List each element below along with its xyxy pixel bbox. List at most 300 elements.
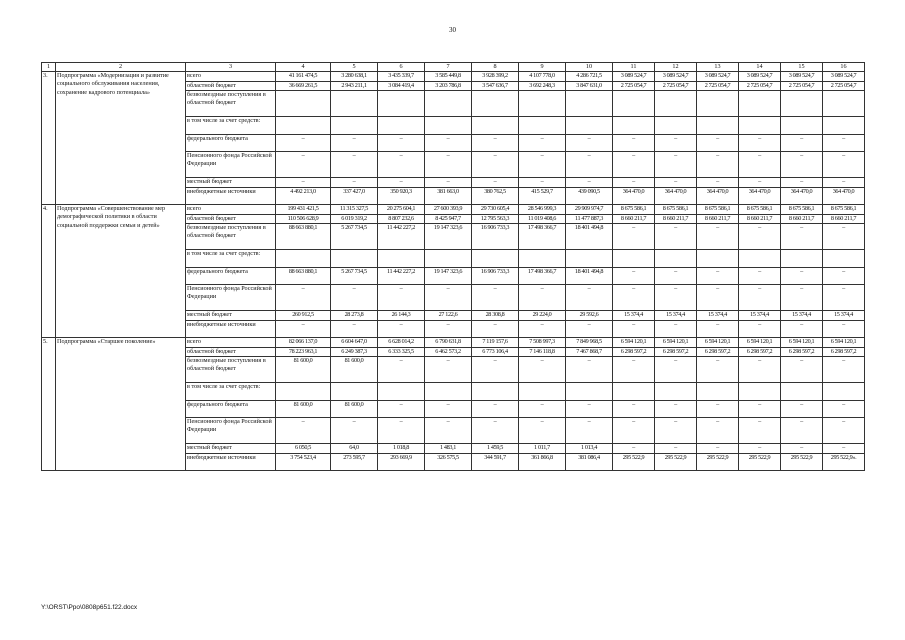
amount-cell: 364 470,0 [613,187,655,205]
amount-cell: – [697,267,739,285]
amount-cell: 6 594 120,1 [655,338,697,348]
amount-cell: – [697,134,739,152]
amount-cell: – [276,134,331,152]
amount-cell: – [613,320,655,338]
amount-cell [697,250,739,268]
amount-cell: – [472,178,519,188]
amount-cell: – [739,178,781,188]
amount-cell [566,383,613,401]
amount-cell: 3 435 339,7 [378,72,425,82]
amount-cell [781,117,823,135]
amount-cell: – [613,224,655,250]
amount-cell: – [519,285,566,311]
amount-cell: 15 374,4 [739,311,781,321]
amount-cell: 7 849 968,5 [566,338,613,348]
column-header: 15 [781,63,823,72]
amount-cell: 295 522,9». [823,453,865,471]
amount-cell [613,117,655,135]
amount-cell: 11 442 227,2 [378,267,425,285]
amount-cell: – [276,152,331,178]
amount-cell: 380 762,5 [472,187,519,205]
amount-cell: – [781,178,823,188]
amount-cell: 8 660 211,7 [697,214,739,224]
amount-cell: 4 107 778,0 [519,72,566,82]
amount-cell: 3 084 419,4 [378,81,425,91]
amount-cell: 3 089 524,7 [655,72,697,82]
amount-cell: – [739,444,781,454]
program-name: Подпрограмма «Совершенствование мер демографической политики в области социальной поддержки семьи и детей» [56,205,186,338]
column-header: 8 [472,63,519,72]
amount-cell: 28 546 999,3 [519,205,566,215]
amount-cell [472,250,519,268]
amount-cell: – [472,357,519,383]
amount-cell: 364 470,0 [781,187,823,205]
amount-cell: 3 089 524,7 [823,72,865,82]
amount-cell: – [781,285,823,311]
amount-cell: – [425,320,472,338]
amount-cell: 6 298 597,2 [697,347,739,357]
amount-cell: – [655,285,697,311]
amount-cell: 8 807 232,6 [378,214,425,224]
amount-cell: 1 018,8 [378,444,425,454]
amount-cell: – [566,400,613,418]
amount-cell: 3 089 524,7 [613,72,655,82]
program-index: 4. [42,205,56,338]
amount-cell: – [823,320,865,338]
program-index: 3. [42,72,56,205]
funding-source: безвозмездные поступления в областной бюджет [186,224,276,250]
amount-cell [566,91,613,117]
amount-cell: 11 477 887,3 [566,214,613,224]
amount-cell: – [472,418,519,444]
amount-cell: 8 660 211,7 [655,214,697,224]
amount-cell [655,250,697,268]
amount-cell: 110 506 628,9 [276,214,331,224]
amount-cell: – [781,444,823,454]
amount-cell: – [697,418,739,444]
amount-cell: 6 050,5 [276,444,331,454]
amount-cell: – [425,418,472,444]
amount-cell: 6 594 120,1 [697,338,739,348]
amount-cell: 295 522,9 [697,453,739,471]
funding-source: безвозмездные поступления в областной бюджет [186,357,276,383]
amount-cell [655,91,697,117]
funding-source: федерального бюджета [186,400,276,418]
amount-cell: 36 669 261,5 [276,81,331,91]
amount-cell: – [331,418,378,444]
amount-cell: – [566,357,613,383]
budget-table [41,62,865,471]
amount-cell: 29 592,6 [566,311,613,321]
funding-source: областной бюджет [186,347,276,357]
amount-cell: 64,0 [331,444,378,454]
amount-cell: 199 431 421,5 [276,205,331,215]
amount-cell: 381 663,0 [425,187,472,205]
amount-cell: 11 315 327,5 [331,205,378,215]
amount-cell: 11 442 227,2 [378,224,425,250]
amount-cell: 3 089 524,7 [739,72,781,82]
amount-cell: 8 660 211,7 [613,214,655,224]
amount-cell: – [655,320,697,338]
column-header: 16 [823,63,865,72]
amount-cell: – [613,400,655,418]
amount-cell: – [781,224,823,250]
amount-cell: 364 470,0 [739,187,781,205]
amount-cell: – [378,400,425,418]
funding-source: местный бюджет [186,444,276,454]
amount-cell: – [519,134,566,152]
amount-cell: 2 725 054,7 [823,81,865,91]
amount-cell: 3 280 638,1 [331,72,378,82]
amount-cell: 260 912,5 [276,311,331,321]
amount-cell: – [823,267,865,285]
amount-cell [823,383,865,401]
amount-cell: 81 600,0 [331,357,378,383]
amount-cell: – [472,320,519,338]
amount-cell: 273 595,7 [331,453,378,471]
funding-source: в том числе за счет средств: [186,383,276,401]
table-row [42,338,865,348]
amount-cell: 1 011,7 [519,444,566,454]
amount-cell: 6 594 120,1 [739,338,781,348]
amount-cell: 8 660 211,7 [781,214,823,224]
amount-cell [655,383,697,401]
amount-cell [613,383,655,401]
funding-source: в том числе за счет средств: [186,250,276,268]
amount-cell: – [519,178,566,188]
amount-cell [425,250,472,268]
column-header: 9 [519,63,566,72]
amount-cell: – [331,178,378,188]
amount-cell: 3 692 248,3 [519,81,566,91]
amount-cell: 1 013,4 [566,444,613,454]
amount-cell: 5 267 734,5 [331,267,378,285]
amount-cell: – [566,320,613,338]
amount-cell: – [378,285,425,311]
amount-cell [655,117,697,135]
amount-cell: 361 866,8 [519,453,566,471]
amount-cell: 6 594 120,1 [823,338,865,348]
amount-cell [472,117,519,135]
amount-cell: – [378,320,425,338]
amount-cell: 18 401 494,8 [566,224,613,250]
amount-cell [425,383,472,401]
amount-cell: – [697,178,739,188]
amount-cell: 8 675 586,1 [655,205,697,215]
funding-source: внебюджетные источники [186,453,276,471]
amount-cell: – [566,152,613,178]
amount-cell: – [331,320,378,338]
funding-source: областной бюджет [186,214,276,224]
amount-cell: 3 585 449,8 [425,72,472,82]
amount-cell: – [519,152,566,178]
amount-cell: – [739,418,781,444]
amount-cell: 6 298 597,2 [823,347,865,357]
amount-cell: – [566,285,613,311]
funding-source: Пенсионного фонда Российской Федерации [186,152,276,178]
amount-cell: – [697,152,739,178]
amount-cell: – [425,134,472,152]
amount-cell [276,383,331,401]
amount-cell: – [655,178,697,188]
amount-cell: 19 147 323,6 [425,224,472,250]
amount-cell: 415 529,7 [519,187,566,205]
amount-cell: 17 498 366,7 [519,267,566,285]
column-header: 6 [378,63,425,72]
amount-cell: – [425,152,472,178]
amount-cell: 29 224,0 [519,311,566,321]
amount-cell [823,117,865,135]
amount-cell [781,383,823,401]
amount-cell [378,383,425,401]
amount-cell: 7 119 157,6 [472,338,519,348]
funding-source: внебюджетные источники [186,187,276,205]
amount-cell: – [331,134,378,152]
amount-cell: – [697,357,739,383]
amount-cell: 4 286 721,5 [566,72,613,82]
funding-source: федерального бюджета [186,267,276,285]
amount-cell: 3 203 786,8 [425,81,472,91]
amount-cell: 6 773 106,4 [472,347,519,357]
amount-cell: 337 427,0 [331,187,378,205]
amount-cell: 2 725 054,7 [697,81,739,91]
amount-cell: 7 508 997,3 [519,338,566,348]
amount-cell: 295 522,9 [655,453,697,471]
amount-cell: 8 660 211,7 [823,214,865,224]
amount-cell: 295 522,9 [739,453,781,471]
amount-cell: 29 730 605,4 [472,205,519,215]
amount-cell: – [697,285,739,311]
amount-cell: – [739,400,781,418]
amount-cell [331,91,378,117]
funding-source: всего [186,205,276,215]
amount-cell: 295 522,9 [613,453,655,471]
amount-cell: 344 591,7 [472,453,519,471]
column-header: 3 [186,63,276,72]
column-header: 2 [56,63,186,72]
amount-cell [739,250,781,268]
amount-cell: 364 470,0 [655,187,697,205]
amount-cell [823,250,865,268]
column-header: 13 [697,63,739,72]
amount-cell: – [655,267,697,285]
amount-cell: – [519,357,566,383]
amount-cell: 6 298 597,2 [781,347,823,357]
column-header: 1 [42,63,56,72]
amount-cell [566,250,613,268]
amount-cell [331,383,378,401]
amount-cell: 364 470,0 [823,187,865,205]
amount-cell: – [613,444,655,454]
amount-cell: – [613,152,655,178]
amount-cell: – [276,178,331,188]
amount-cell: – [697,400,739,418]
amount-cell: 41 161 474,5 [276,72,331,82]
amount-cell: – [276,285,331,311]
amount-cell: 4 492 213,0 [276,187,331,205]
amount-cell: – [655,224,697,250]
amount-cell: 18 401 494,8 [566,267,613,285]
amount-cell: 2 943 211,1 [331,81,378,91]
amount-cell: 6 298 597,2 [613,347,655,357]
amount-cell [519,91,566,117]
amount-cell: 439 090,5 [566,187,613,205]
amount-cell: 81 600,0 [276,357,331,383]
amount-cell: – [655,418,697,444]
amount-cell: – [331,152,378,178]
amount-cell [613,91,655,117]
amount-cell: – [613,285,655,311]
amount-cell: – [823,400,865,418]
amount-cell: 7 467 868,7 [566,347,613,357]
amount-cell: 16 906 733,3 [472,224,519,250]
amount-cell: 15 374,4 [655,311,697,321]
amount-cell [378,117,425,135]
page-number: 30 [449,26,456,34]
amount-cell: – [519,400,566,418]
amount-cell [331,250,378,268]
amount-cell [781,91,823,117]
amount-cell: – [472,400,519,418]
amount-cell: – [519,418,566,444]
amount-cell: – [613,418,655,444]
amount-cell: 364 470,0 [697,187,739,205]
amount-cell: – [425,400,472,418]
amount-cell: – [655,357,697,383]
amount-cell: 1 483,1 [425,444,472,454]
funding-source: местный бюджет [186,311,276,321]
amount-cell [331,117,378,135]
amount-cell: – [378,152,425,178]
amount-cell: 6 594 120,1 [613,338,655,348]
amount-cell: 26 144,3 [378,311,425,321]
amount-cell: 27 600 393,9 [425,205,472,215]
file-path-footer: Y:\ORST\Ppo\0808p651.f22.docx [41,604,138,611]
amount-cell: 6 019 319,2 [331,214,378,224]
program-index: 5. [42,338,56,471]
amount-cell: 2 725 054,7 [655,81,697,91]
amount-cell: 5 267 734,5 [331,224,378,250]
amount-cell [613,250,655,268]
amount-cell: – [655,444,697,454]
amount-cell [472,383,519,401]
amount-cell: – [781,400,823,418]
amount-cell [276,250,331,268]
amount-cell: – [519,320,566,338]
amount-cell: 1 459,5 [472,444,519,454]
amount-cell: – [739,320,781,338]
amount-cell: 27 122,6 [425,311,472,321]
amount-cell: 11 019 408,6 [519,214,566,224]
table-body [42,72,865,471]
funding-source: в том числе за счет средств: [186,117,276,135]
amount-cell: 7 146 118,8 [519,347,566,357]
amount-cell: – [276,418,331,444]
amount-cell: 2 725 054,7 [613,81,655,91]
amount-cell: 81 600,0 [276,400,331,418]
amount-cell: 3 089 524,7 [697,72,739,82]
amount-cell: – [276,320,331,338]
amount-cell: – [613,267,655,285]
amount-cell: 28 308,8 [472,311,519,321]
amount-cell: 12 795 563,3 [472,214,519,224]
amount-cell: – [781,134,823,152]
amount-cell: 293 669,9 [378,453,425,471]
amount-cell: 295 522,9 [781,453,823,471]
amount-cell: 17 498 366,7 [519,224,566,250]
amount-cell: – [378,178,425,188]
amount-cell: 88 663 880,1 [276,267,331,285]
amount-cell: 15 374,4 [823,311,865,321]
amount-cell: – [781,357,823,383]
amount-cell: – [781,320,823,338]
amount-cell: 8 675 586,1 [697,205,739,215]
amount-cell: 3 754 523,4 [276,453,331,471]
amount-cell [697,117,739,135]
amount-cell: 15 374,4 [613,311,655,321]
amount-cell: – [697,444,739,454]
column-header: 10 [566,63,613,72]
amount-cell [519,250,566,268]
amount-cell: – [613,357,655,383]
amount-cell [276,91,331,117]
amount-cell: – [566,134,613,152]
amount-cell: 6 628 014,2 [378,338,425,348]
amount-cell: – [739,285,781,311]
amount-cell [425,117,472,135]
column-header: 11 [613,63,655,72]
column-header: 4 [276,63,331,72]
amount-cell: 381 086,4 [566,453,613,471]
amount-cell: – [739,134,781,152]
amount-cell: – [566,418,613,444]
funding-source: безвозмездные поступления в областной бюджет [186,91,276,117]
amount-cell: – [823,285,865,311]
amount-cell: – [613,134,655,152]
amount-cell: – [823,357,865,383]
amount-cell: 6 462 573,2 [425,347,472,357]
amount-cell: 15 374,4 [697,311,739,321]
column-header: 14 [739,63,781,72]
funding-source: федерального бюджета [186,134,276,152]
amount-cell: 326 575,5 [425,453,472,471]
amount-cell: 6 790 631,8 [425,338,472,348]
amount-cell [276,117,331,135]
funding-source: местный бюджет [186,178,276,188]
amount-cell: – [739,224,781,250]
amount-cell: 6 298 597,2 [655,347,697,357]
amount-cell: 2 725 054,7 [781,81,823,91]
program-name: Подпрограмма «Старшее поколение» [56,338,186,471]
amount-cell: 3 928 399,2 [472,72,519,82]
amount-cell: – [781,418,823,444]
amount-cell [566,117,613,135]
amount-cell: – [655,400,697,418]
amount-cell: – [425,357,472,383]
funding-source: всего [186,338,276,348]
amount-cell [739,117,781,135]
amount-cell: – [739,267,781,285]
amount-cell: 6 604 647,0 [331,338,378,348]
amount-cell: 19 147 323,6 [425,267,472,285]
amount-cell: 8 675 586,1 [781,205,823,215]
header-row [42,63,865,72]
amount-cell: 6 249 387,3 [331,347,378,357]
amount-cell: 8 675 586,1 [613,205,655,215]
amount-cell: 20 275 604,1 [378,205,425,215]
funding-source: Пенсионного фонда Российской Федерации [186,418,276,444]
table-row [42,72,865,82]
